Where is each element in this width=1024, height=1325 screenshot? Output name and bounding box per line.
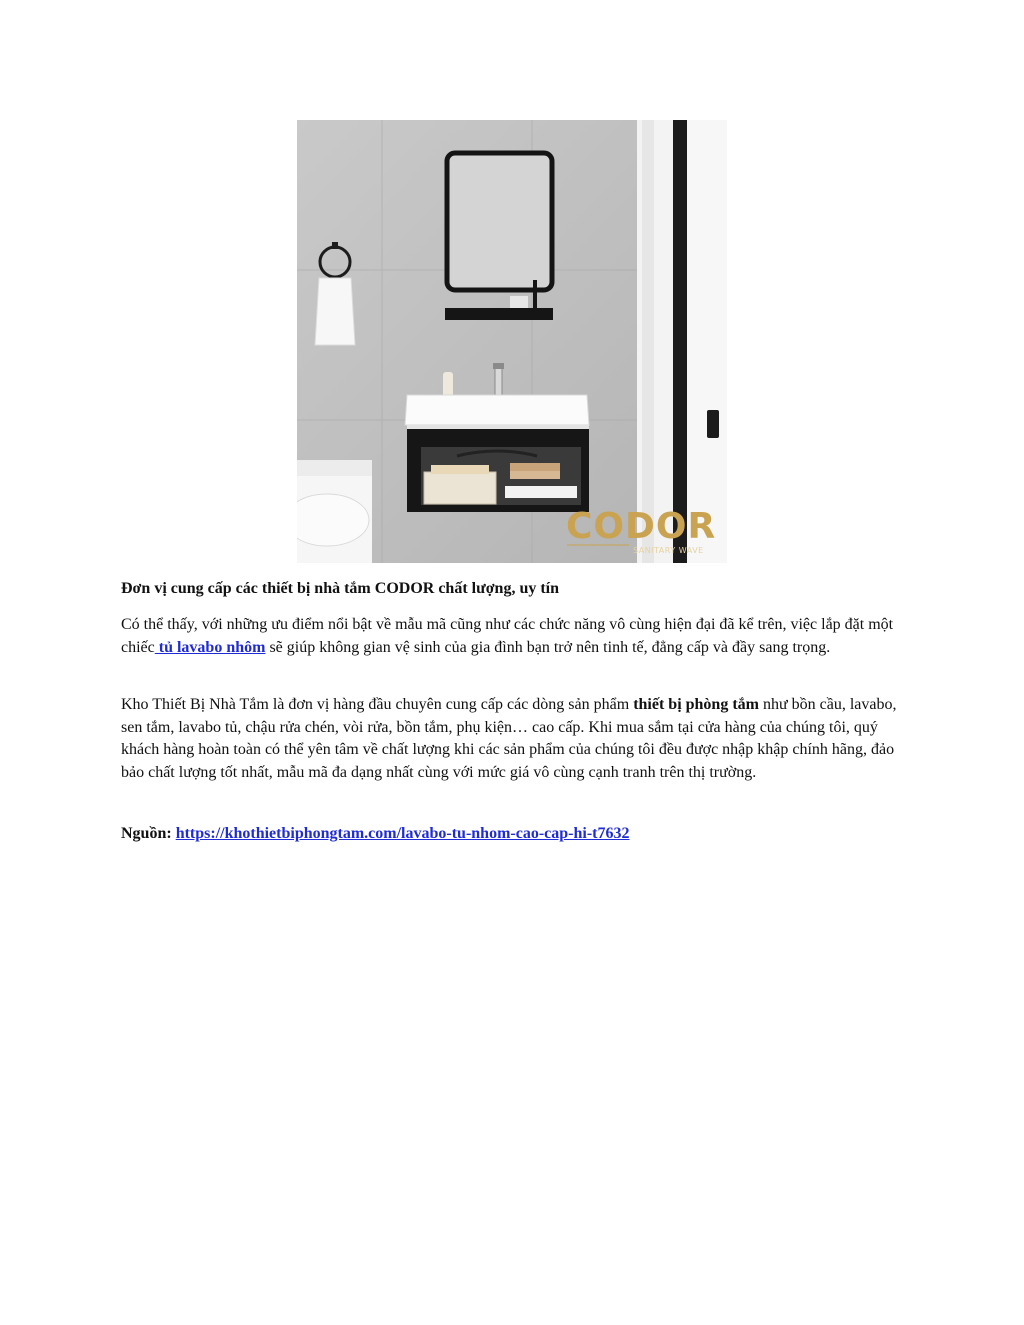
bathroom-equipment-keyword: thiết bị phòng tắm (633, 696, 759, 713)
brand-logo-text: CODOR (566, 506, 717, 547)
paragraph-intro (121, 614, 901, 659)
paragraph-company-text-before: Kho Thiết Bị Nhà Tắm là đơn vị hàng đầu chuyên cung cấp các dòng sản phẩm (121, 696, 634, 713)
image-caption: Đơn vị cung cấp các thiết bị nhà tắm CODOR chất lượng, uy tín (121, 580, 560, 597)
source-line (121, 823, 901, 846)
source-label: Nguồn: (121, 825, 176, 842)
aluminum-lavabo-cabinet-link[interactable]: tủ lavabo nhôm (154, 638, 266, 656)
source-url-link[interactable]: https://khothietbiphongtam.com/lavabo-tu-nhom-cao-cap-hi-t7632 (175, 825, 630, 842)
brand-logo-subtext: SANITARY WAVE (633, 546, 704, 555)
bathroom-product-image (297, 120, 727, 563)
paragraph-company (121, 694, 901, 784)
paragraph-intro-text-after: sẽ giúp không gian vệ sinh của gia đình bạn trở nên tinh tế, đẳng cấp và đầy sang trọng. (265, 638, 831, 656)
paragraph-company-text-after: như bồn cầu, lavabo, sen tắm, lavabo tủ, chậu rửa chén, vòi rửa, bồn tắm, phụ kiện… cao cấp. Khi mua sắm tại cửa hàng của chúng tôi, quý khách hàng hoàn toàn có thể yên tâm về chất lượng khi các sản phẩm của chúng tôi đều được nhập khập chính hãng, đảo bảo chất lượng tốt nhất, mẫu mã đa dạng nhất cùng với mức giá vô cùng cạnh tranh trên thị trường. (121, 696, 897, 781)
paragraph-intro-text-before: Có thể thấy, với những ưu điểm nổi bật về mẫu mã cũng như các chức năng vô cùng hiện đại đã kể trên, việc lắp đặt một chiếc (121, 616, 894, 656)
